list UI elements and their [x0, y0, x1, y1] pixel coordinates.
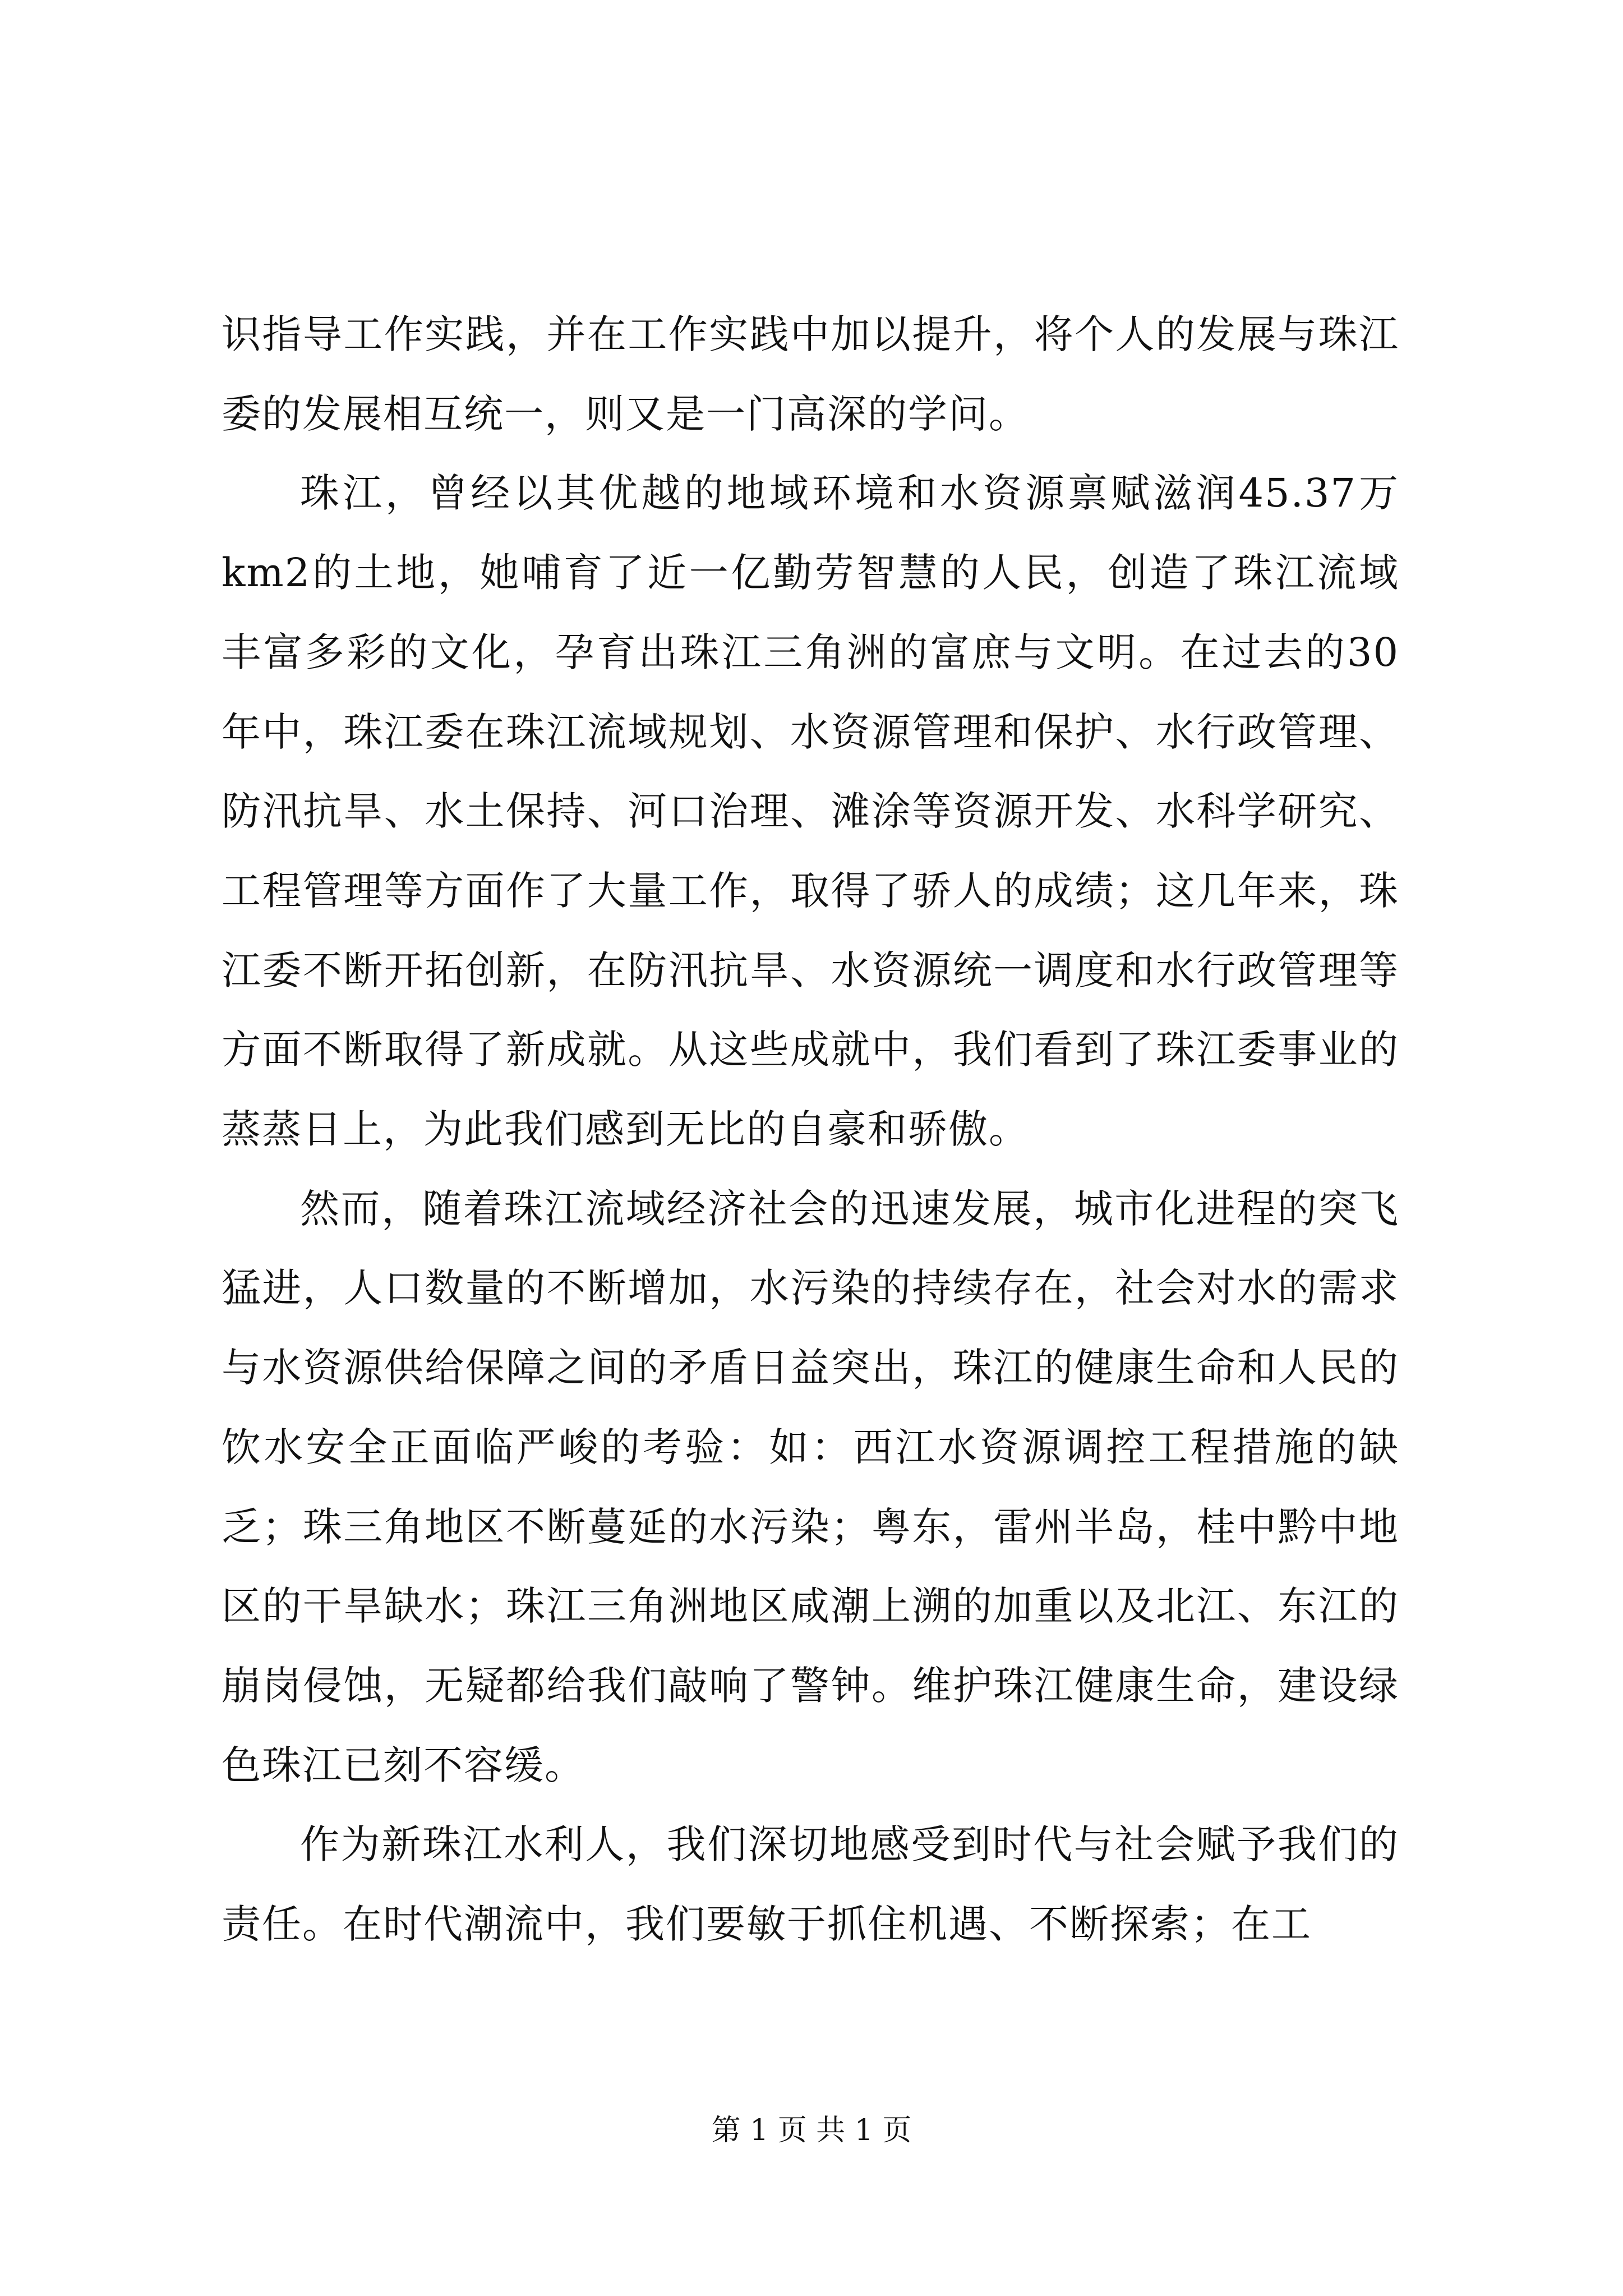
paragraph-responsibility: 作为新珠江水利人，我们深切地感受到时代与社会赋予我们的责任。在时代潮流中，我们要敏于抓住机遇、不断探索；在工 — [222, 1821, 1399, 1948]
paragraph-pearl-river-achievements: 珠江，曾经以其优越的地域环境和水资源禀赋滋润45.37万km2的土地，她哺育了近一亿勤劳智慧的人民，创造了珠江流域丰富多彩的文化，孕育出珠江三角洲的富庶与文明。在过去的30年中，珠江委在珠江流域规划、水资源管理和保护、水行政管理、防汛抗旱、水土保持、河口治理、滩涂等资源开发、水科学研究、工程管理等方面作了大量工作，取得了骄人的成绩；这几年来，珠江委不断开拓创新，在防汛抗旱、水资源统一调度和水行政管理等方面不断取得了新成就。从这些成就中，我们看到了珠江委事业的蒸蒸日上，为此我们感到无比的自豪和骄傲。 — [222, 470, 1399, 1153]
paragraph-continuation: 识指导工作实践，并在工作实践中加以提升，将个人的发展与珠江委的发展相互统一，则又是一门高深的学问。 — [222, 311, 1399, 437]
body-text — [222, 295, 1399, 1964]
paragraph-challenges: 然而，随着珠江流域经济社会的迅速发展，城市化进程的突飞猛进，人口数量的不断增加，水污染的持续存在，社会对水的需求与水资源供给保障之间的矛盾日益突出，珠江的健康生命和人民的饮水安全正面临严峻的考验：如：西江水资源调控工程措施的缺乏；珠三角地区不断蔓延的水污染；粤东，雷州半岛，桂中黔中地区的干旱缺水；珠江三角洲地区咸潮上溯的加重以及北江、东江的崩岗侵蚀，无疑都给我们敲响了警钟。维护珠江健康生命，建设绿色珠江已刻不容缓。 — [222, 1185, 1399, 1788]
page-footer: 第 1 页 共 1 页 — [711, 2114, 912, 2147]
